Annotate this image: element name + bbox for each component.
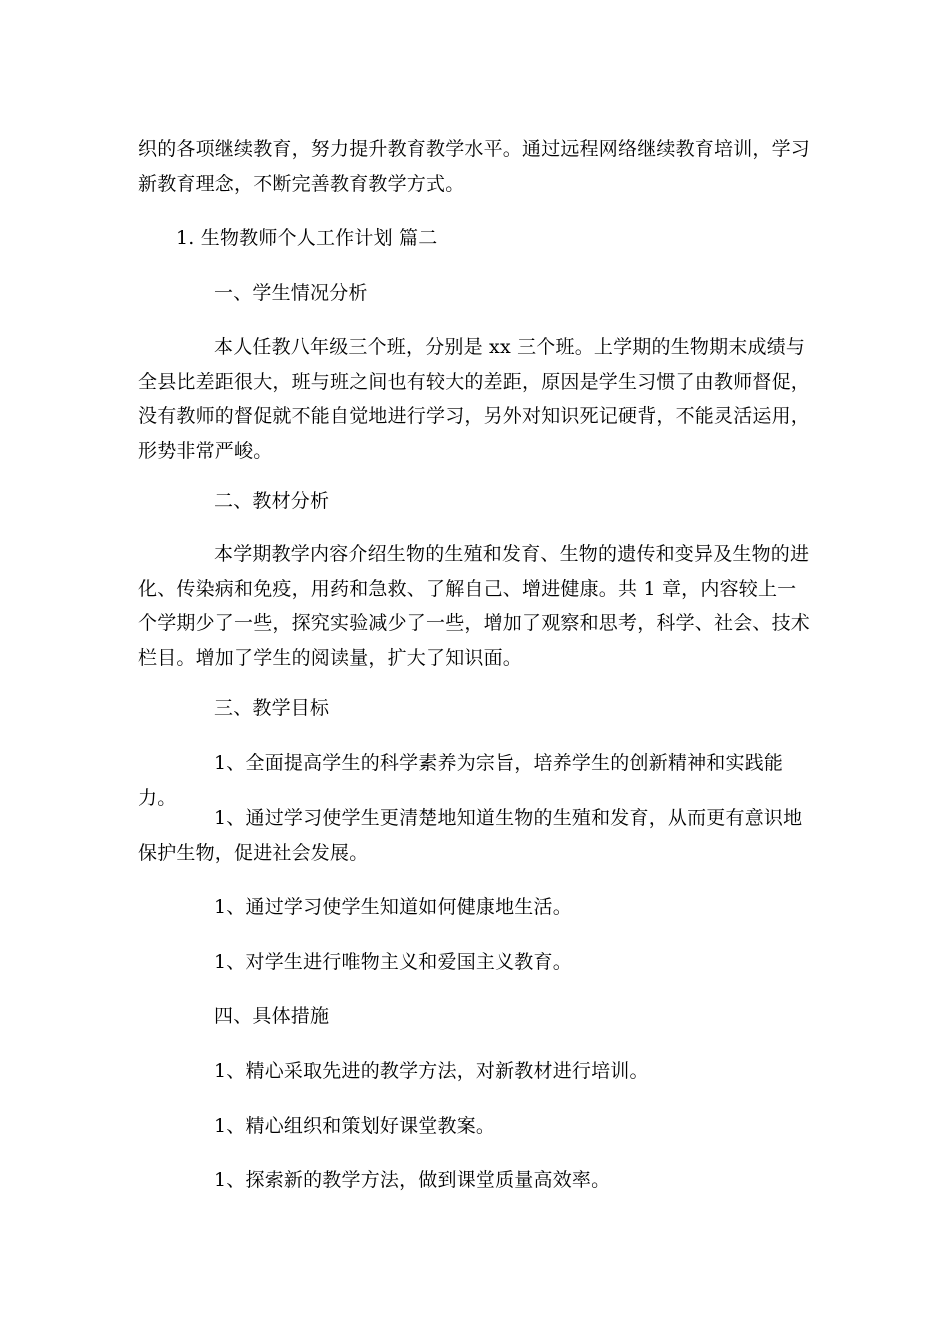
goal-item: 1、对学生进行唯物主义和爱国主义教育。 <box>214 951 572 973</box>
paragraph-textbook-analysis: 本学期教学内容介绍生物的生殖和发育、生物的遗传和变异及生物的进化、传染病和免疫，用药和急救、了解自己、增进健康。共 1 章，内容较上一个学期少了一些，探究实验减少了一些，增加了观察和思考，科学、社会、技术栏目。增加了学生的阅读量，扩大了知识面。 <box>138 543 811 669</box>
measure-item: 1、探索新的教学方法，做到课堂质量高效率。 <box>214 1169 611 1191</box>
heading-measures: 四、具体措施 <box>214 1005 330 1027</box>
goal-item: 1、全面提高学生的科学素养为宗旨，培养学生的创新精神和实践能力。 <box>138 752 784 809</box>
goal-item: 1、通过学习使学生更清楚地知道生物的生殖和发育，从而更有意识地保护生物，促进社会发展。 <box>138 807 803 864</box>
paragraph-continuation: 织的各项继续教育，努力提升教育教学水平。通过远程网络继续教育培训，学习新教育理念，不断完善教育教学方式。 <box>138 138 811 195</box>
paragraph-student-analysis: 本人任教八年级三个班，分别是 xx 三个班。上学期的生物期末成绩与全县比差距很大，班与班之间也有较大的差距，原因是学生习惯了由教师督促，没有教师的督促就不能自觉地进行学习，另外对知识死记硬背，不能灵活运用，形势非常严峻。 <box>138 336 811 462</box>
measure-item: 1、精心采取先进的教学方法，对新教材进行培训。 <box>214 1060 649 1082</box>
measure-item: 1、精心组织和策划好课堂教案。 <box>214 1115 496 1137</box>
goal-item: 1、通过学习使学生知道如何健康地生活。 <box>214 896 572 918</box>
heading-textbook-analysis: 二、教材分析 <box>214 490 330 512</box>
section-title: 1. 生物教师个人工作计划 篇二 <box>176 227 438 249</box>
heading-student-analysis: 一、学生情况分析 <box>214 282 368 304</box>
heading-teaching-goals: 三、教学目标 <box>214 697 330 719</box>
